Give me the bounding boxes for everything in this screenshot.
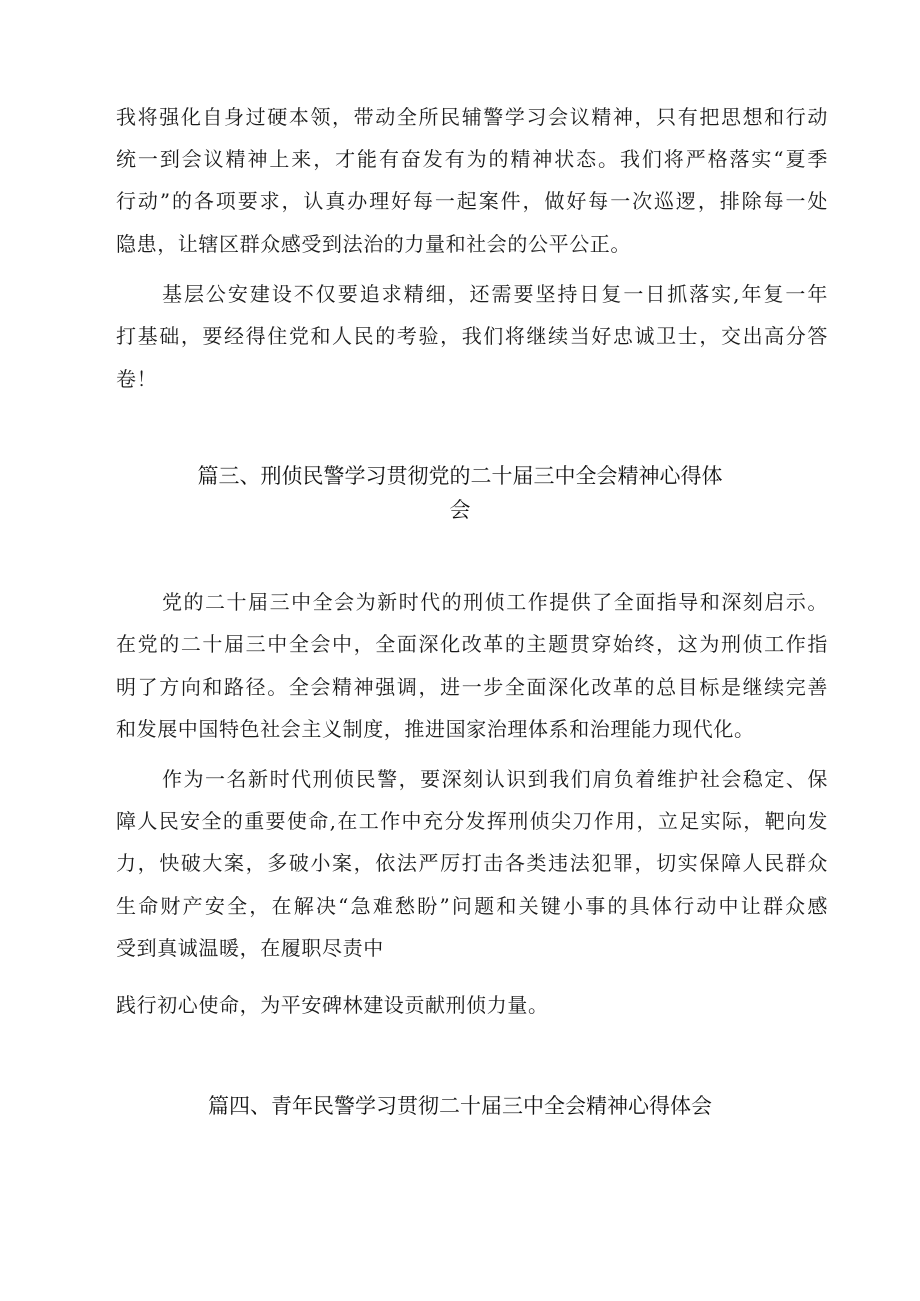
heading-line: 篇四、青年民警学习贯彻二十届三中全会精神心得体会	[208, 1094, 712, 1118]
text-line: 生命财产安全，在解决“急难愁盼”问题和关键小事的具体行动中让群众感	[116, 894, 828, 918]
heading-line: 会	[449, 498, 471, 522]
text-line: 在党的二十届三中全会中，全面深化改革的主题贯穿始终，这为刑侦工作指	[116, 632, 828, 656]
text-line: 基层公安建设不仅要追求精细，还需要坚持日复一日抓落实,年复一年	[162, 282, 828, 306]
text-line: 卷！	[116, 367, 158, 391]
text-line: 隐患，让辖区群众感受到法治的力量和社会的公平公正。	[116, 232, 631, 256]
text-line: 我将强化自身过硬本领，带动全所民辅警学习会议精神，只有把思想和行动	[116, 105, 828, 129]
text-line: 党的二十届三中全会为新时代的刑侦工作提供了全面指导和深刻启示。	[162, 590, 828, 614]
text-line: 打基础，要经得住党和人民的考验，我们将继续当好忠诚卫士，交出高分答	[116, 324, 828, 348]
text-line: 和发展中国特色社会主义制度，推进国家治理体系和治理能力现代化。	[116, 717, 755, 741]
text-line: 作为一名新时代刑侦民警，要深刻认识到我们肩负着维护社会稳定、保	[162, 767, 828, 791]
text-line: 明了方向和路径。全会精神强调，进一步全面深化改革的总目标是继续完善	[116, 675, 828, 699]
heading-line: 篇三、刑侦民警学习贯彻党的二十届三中全会精神心得体	[197, 464, 723, 488]
text-line: 统一到会议精神上来，才能有奋发有为的精神状态。我们将严格落实“夏季	[116, 147, 828, 171]
text-line: 行动”的各项要求，认真办理好每一起案件，做好每一次巡逻，排除每一处	[116, 189, 828, 213]
text-line: 受到真诚温暖，在履职尽责中	[116, 936, 384, 960]
text-line: 力，快破大案，多破小案，依法严厉打击各类违法犯罪，切实保障人民群众	[116, 851, 828, 875]
text-line: 践行初心使命，为平安碑林建设贡献刑侦力量。	[116, 993, 549, 1017]
text-line: 障人民安全的重要使命,在工作中充分发挥刑侦尖刀作用，立足实际，靶向发	[116, 809, 828, 833]
